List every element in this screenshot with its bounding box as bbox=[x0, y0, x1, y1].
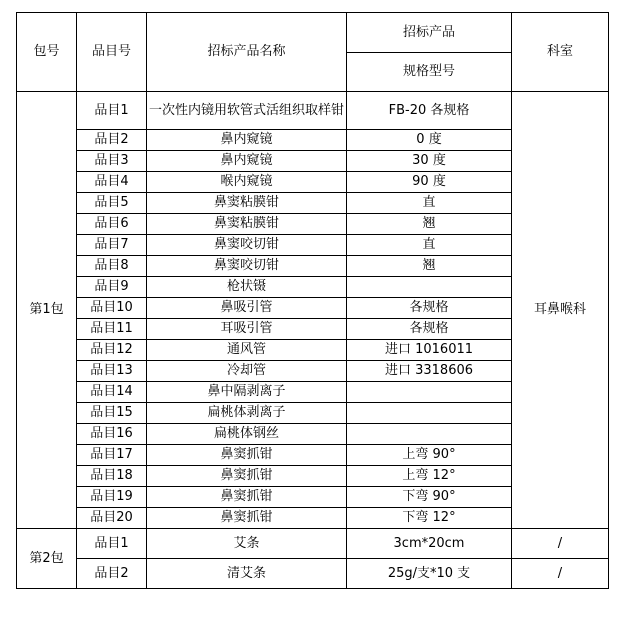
header-package-no: 包号 bbox=[17, 13, 77, 92]
spec-cell: 下弯 12° bbox=[347, 508, 512, 529]
spec-cell: 0 度 bbox=[347, 130, 512, 151]
item-no-cell: 品目2 bbox=[77, 559, 147, 589]
product-name-cell: 喉内窥镜 bbox=[147, 172, 347, 193]
spec-cell bbox=[347, 403, 512, 424]
spec-cell: 90 度 bbox=[347, 172, 512, 193]
spec-cell: 各规格 bbox=[347, 319, 512, 340]
spec-cell: 上弯 90° bbox=[347, 445, 512, 466]
department-cell: / bbox=[512, 529, 609, 559]
spec-cell: 各规格 bbox=[347, 298, 512, 319]
spec-cell bbox=[347, 382, 512, 403]
package-label: 第1包 bbox=[17, 92, 77, 529]
item-no-cell: 品目2 bbox=[77, 130, 147, 151]
product-name-cell: 鼻中隔剥离子 bbox=[147, 382, 347, 403]
item-no-cell: 品目5 bbox=[77, 193, 147, 214]
product-name-cell: 鼻内窥镜 bbox=[147, 151, 347, 172]
item-no-cell: 品目8 bbox=[77, 256, 147, 277]
product-name-cell: 扁桃体钢丝 bbox=[147, 424, 347, 445]
item-no-cell: 品目7 bbox=[77, 235, 147, 256]
product-name-cell: 鼻窦抓钳 bbox=[147, 508, 347, 529]
spec-cell: 进口 3318606 bbox=[347, 361, 512, 382]
product-name-cell: 通风管 bbox=[147, 340, 347, 361]
product-name-cell: 鼻窦咬切钳 bbox=[147, 256, 347, 277]
product-name-cell: 枪状镊 bbox=[147, 277, 347, 298]
item-no-cell: 品目6 bbox=[77, 214, 147, 235]
item-no-cell: 品目3 bbox=[77, 151, 147, 172]
spec-cell: 上弯 12° bbox=[347, 466, 512, 487]
spec-cell: FB-20 各规格 bbox=[347, 92, 512, 130]
spec-cell: 直 bbox=[347, 193, 512, 214]
table-row bbox=[17, 529, 609, 559]
department-cell: 耳鼻喉科 bbox=[512, 92, 609, 529]
table-row bbox=[17, 92, 609, 130]
item-no-cell: 品目13 bbox=[77, 361, 147, 382]
product-name-cell: 耳吸引管 bbox=[147, 319, 347, 340]
spec-cell bbox=[347, 424, 512, 445]
product-name-cell: 鼻窦咬切钳 bbox=[147, 235, 347, 256]
product-name-cell: 清艾条 bbox=[147, 559, 347, 589]
spec-cell: 25g/支*10 支 bbox=[347, 559, 512, 589]
item-no-cell: 品目16 bbox=[77, 424, 147, 445]
header-product-group: 招标产品 bbox=[347, 13, 512, 53]
spec-cell: 进口 1016011 bbox=[347, 340, 512, 361]
item-no-cell: 品目1 bbox=[77, 92, 147, 130]
product-name-cell: 鼻窦粘膜钳 bbox=[147, 214, 347, 235]
item-no-cell: 品目17 bbox=[77, 445, 147, 466]
spec-cell: 下弯 90° bbox=[347, 487, 512, 508]
spec-cell: 直 bbox=[347, 235, 512, 256]
tender-table bbox=[16, 12, 609, 589]
product-name-cell: 冷却管 bbox=[147, 361, 347, 382]
item-no-cell: 品目9 bbox=[77, 277, 147, 298]
item-no-cell: 品目19 bbox=[77, 487, 147, 508]
product-name-cell: 一次性内镜用软管式活组织取样钳 bbox=[147, 92, 347, 130]
product-name-cell: 鼻窦抓钳 bbox=[147, 487, 347, 508]
header-row bbox=[17, 13, 609, 53]
item-no-cell: 品目15 bbox=[77, 403, 147, 424]
header-spec: 规格型号 bbox=[347, 53, 512, 92]
spec-cell: 翘 bbox=[347, 256, 512, 277]
header-product-name: 招标产品名称 bbox=[147, 13, 347, 92]
item-no-cell: 品目4 bbox=[77, 172, 147, 193]
product-name-cell: 鼻窦抓钳 bbox=[147, 445, 347, 466]
item-no-cell: 品目12 bbox=[77, 340, 147, 361]
product-name-cell: 鼻窦抓钳 bbox=[147, 466, 347, 487]
item-no-cell: 品目14 bbox=[77, 382, 147, 403]
item-no-cell: 品目20 bbox=[77, 508, 147, 529]
spec-cell: 30 度 bbox=[347, 151, 512, 172]
product-name-cell: 鼻内窥镜 bbox=[147, 130, 347, 151]
item-no-cell: 品目10 bbox=[77, 298, 147, 319]
item-no-cell: 品目11 bbox=[77, 319, 147, 340]
spec-cell: 翘 bbox=[347, 214, 512, 235]
product-name-cell: 鼻窦粘膜钳 bbox=[147, 193, 347, 214]
product-name-cell: 鼻吸引管 bbox=[147, 298, 347, 319]
header-department: 科室 bbox=[512, 13, 609, 92]
item-no-cell: 品目18 bbox=[77, 466, 147, 487]
package-label: 第2包 bbox=[17, 529, 77, 589]
item-no-cell: 品目1 bbox=[77, 529, 147, 559]
table-row bbox=[17, 559, 609, 589]
spec-cell bbox=[347, 277, 512, 298]
product-name-cell: 扁桃体剥离子 bbox=[147, 403, 347, 424]
header-item-no: 品目号 bbox=[77, 13, 147, 92]
product-name-cell: 艾条 bbox=[147, 529, 347, 559]
spec-cell: 3cm*20cm bbox=[347, 529, 512, 559]
department-cell: / bbox=[512, 559, 609, 589]
